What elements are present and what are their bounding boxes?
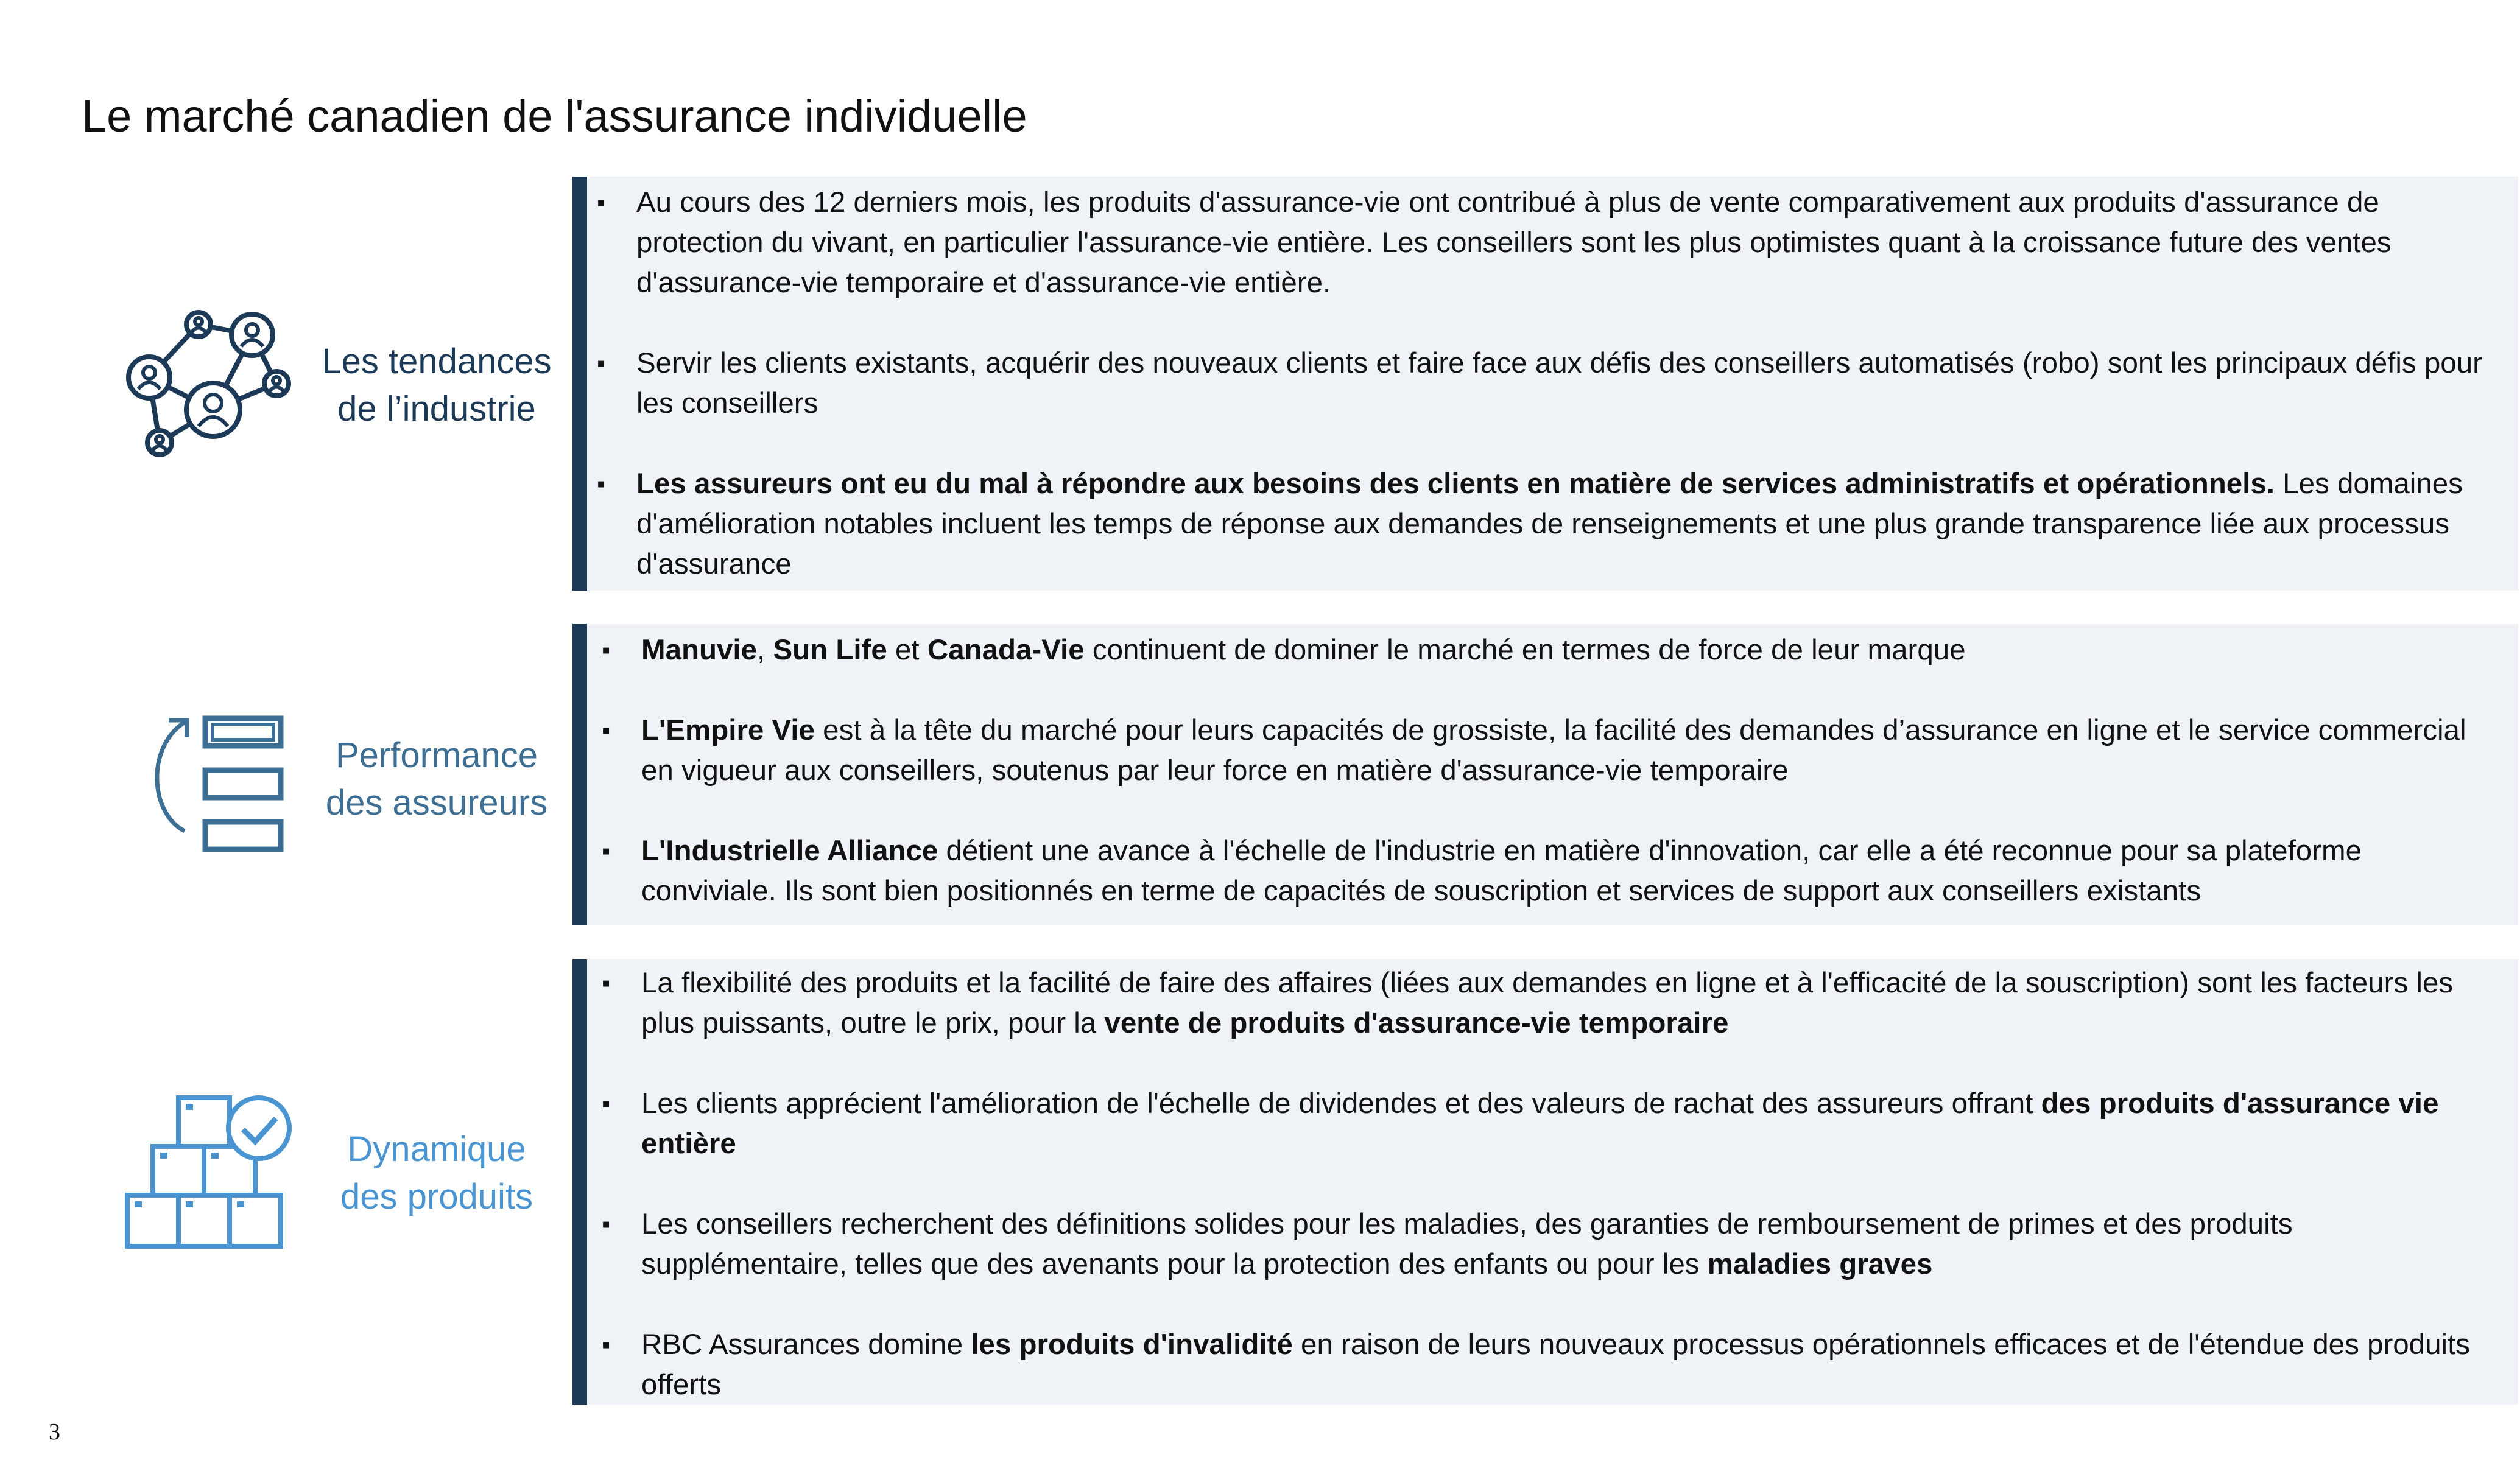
trends-panel [572,177,2518,591]
bullet-text: détient une avance à l'échelle de l'industrie en matière d'innovation, car elle a été reconnue pour sa plateforme conviviale. Ils sont bien positionnés en terme de capacités de souscription et services de support aux conseillers existants [641,835,2362,907]
bold-text: des produits d'assurance vie entière [641,1087,2439,1160]
list-item [602,1204,2494,1285]
products-panel [572,959,2518,1405]
bullet-text: RBC Assurances domine [641,1328,971,1361]
network-people-icon [122,307,298,460]
list-item [602,711,2494,791]
list-item [602,963,2494,1044]
section-label-products [309,1126,565,1221]
bullet-text: Les conseillers recherchent des définitions solides pour les maladies, des garanties de remboursement de primes et des produits supplémentaire, telles que des avenants pour la protection des enfants ou pour les [641,1208,2293,1280]
bullet-text: est à la tête du marché pour leurs capacités de grossiste, la facilité des demandes d’assurance en ligne et le service commercial en vigueur aux conseillers, soutenus par leur force en matière d'assurance-vie temporaire [641,714,2466,787]
bold-text: maladies graves [1707,1248,1933,1280]
bullet-icon: ▪ [597,471,606,497]
list-item [597,183,2494,303]
bullet-text: continuent de dominer le marché en termes de force de leur marque [1084,634,1966,666]
list-item [602,1325,2494,1405]
boxes-check-icon [125,1093,295,1251]
performance-panel [572,624,2518,925]
bullet-icon: ▪ [597,189,606,216]
label-line: Les tendances [322,342,552,381]
label-line: Dynamique [347,1129,526,1169]
list-item [602,1084,2494,1164]
bullet-text: et [887,634,927,666]
section-accent-bar [572,177,587,591]
bold-text: L'Empire Vie [641,714,815,746]
bullet-icon: ▪ [597,350,606,377]
bold-text: L'Industrielle Alliance [641,835,938,867]
list-item [597,464,2494,584]
bullet-text: Au cours des 12 derniers mois, les produits d'assurance-vie ont contribué à plus de vente comparativement aux produits d'assurance de protection du vivant, en particulier l'assurance-vie entière. Les conseillers sont les plus optimistes quant à la croissance future des ventes d'assurance-vie temporaire et d'assurance-vie entière. [636,186,2392,299]
list-item [602,831,2494,911]
label-line: des assureurs [325,783,548,823]
label-line: Performance [335,735,538,775]
bullet-text: Servir les clients existants, acquérir des nouveaux clients et faire face aux défis des conseillers automatisés (robo) sont les principaux défis pour les conseillers [636,347,2482,419]
ranking-list-icon [137,709,289,855]
bullet-icon: ▪ [602,1090,611,1117]
bold-text: Sun Life [773,634,887,666]
list-item [597,343,2494,424]
bullet-icon: ▪ [602,838,611,865]
bullet-icon: ▪ [602,970,611,997]
label-line: des produits [340,1177,533,1216]
bullet-icon: ▪ [602,1332,611,1358]
bullet-icon: ▪ [602,717,611,744]
section-label-performance [309,732,565,827]
bullet-text: Les domaines d'amélioration notables incluent les temps de réponse aux demandes de renseignements et une plus grande transparence liée aux processus d'assurance [636,468,2463,580]
bullet-text: en raison de leurs nouveaux processus opérationnels efficaces et de l'étendue des produits offerts [641,1328,2471,1401]
list-item [602,630,2494,670]
bullet-text: , [757,634,773,666]
bold-text: Les assureurs ont eu du mal à répondre aux besoins des clients en matière de services administratifs et opérationnels. [636,468,2275,500]
bold-text: les produits d'invalidité [971,1328,1293,1361]
bold-text: Manuvie [641,634,758,666]
section-label-trends [309,338,565,433]
bullet-icon: ▪ [602,637,611,664]
section-accent-bar [572,624,587,925]
label-line: de l’industrie [337,389,536,429]
page-title: Le marché canadien de l'assurance individuelle [82,91,1027,141]
bullet-text: Les clients apprécient l'amélioration de l'échelle de dividendes et des valeurs de rachat des assureurs offrant [641,1087,2041,1120]
section-accent-bar [572,959,587,1405]
bold-text: vente de produits d'assurance-vie temporaire [1104,1007,1729,1039]
bullet-icon: ▪ [602,1211,611,1238]
page-number: 3 [49,1419,60,1445]
bullet-text: La flexibilité des produits et la facilité de faire des affaires (liées aux demandes en ligne et à l'efficacité de la souscription) sont les facteurs les plus puissants, outre le prix, pour la [641,967,2454,1039]
bold-text: Canada-Vie [927,634,1085,666]
